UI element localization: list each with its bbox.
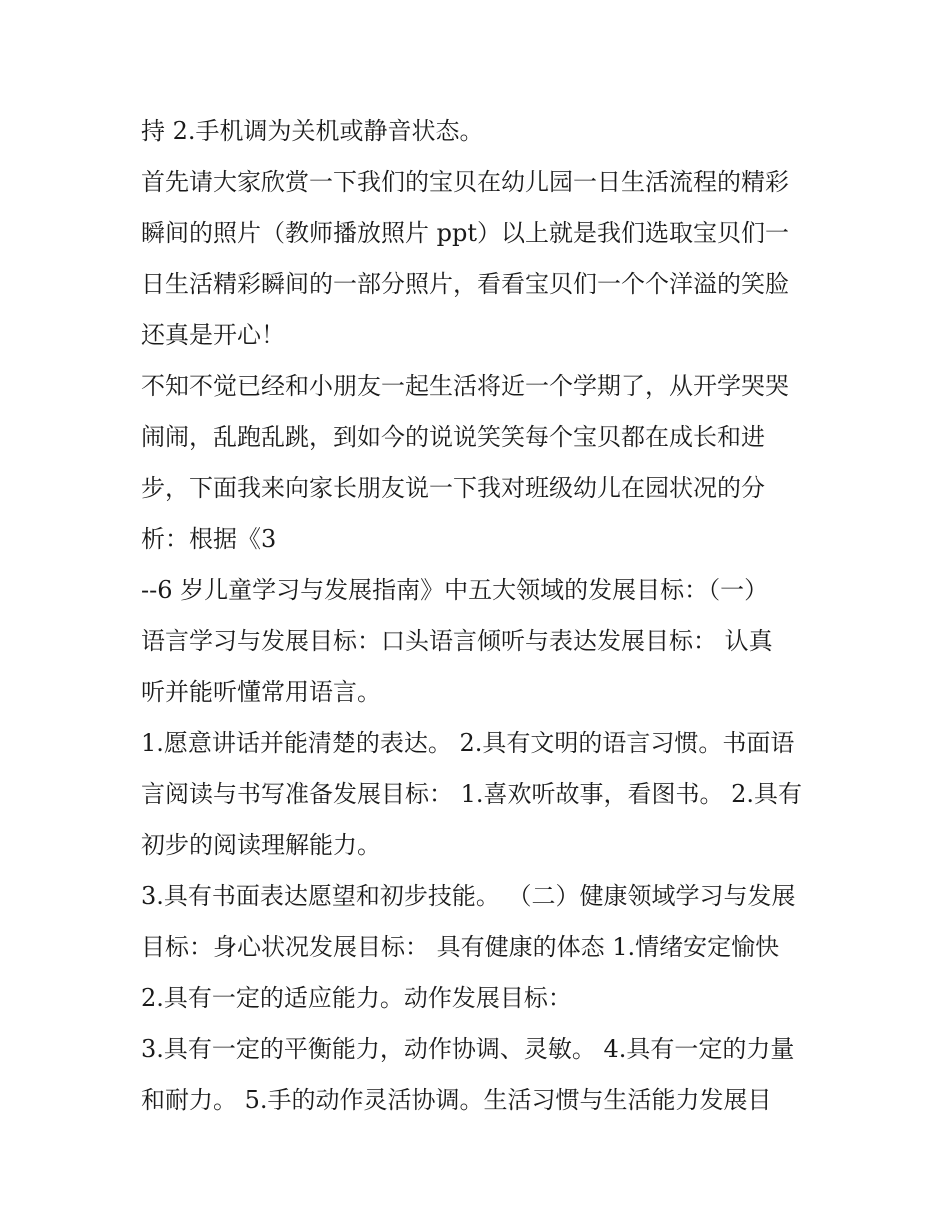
text-line: 言阅读与书写准备发展目标： 1.喜欢听故事，看图书。 2.具有 [141,780,803,808]
document-body [141,106,821,1126]
text-line: --6 岁儿童学习与发展指南》中五大领域的发展目标：（一） [141,576,769,604]
text-line: 语言学习与发展目标：口头语言倾听与表达发展目标： 认真 [141,627,773,655]
text-line: 步，下面我来向家长朋友说一下我对班级幼儿在园状况的分 [141,474,765,502]
text-line: 听并能听懂常用语言。 [141,678,381,706]
text-line: 不知不觉已经和小朋友一起生活将近一个学期了，从开学哭哭 [141,372,789,400]
text-line: 3.具有书面表达愿望和初步技能。 （二）健康领域学习与发展 [141,882,796,910]
text-line: 3.具有一定的平衡能力，动作协调、灵敏。 4.具有一定的力量 [141,1035,795,1063]
text-line: 2.具有一定的适应能力。动作发展目标： [141,984,572,1012]
text-line: 析：根据《3 [141,525,277,553]
text-line: 持 2.手机调为关机或静音状态。 [141,117,484,145]
text-line: 初步的阅读理解能力。 [141,831,381,859]
text-line: 1.愿意讲话并能清楚的表达。 2.具有文明的语言习惯。书面语 [141,729,795,757]
text-line: 瞬间的照片（教师播放照片 ppt）以上就是我们选取宝贝们一 [141,219,789,247]
text-line: 闹闹，乱跑乱跳，到如今的说说笑笑每个宝贝都在成长和进 [141,423,765,451]
text-line: 目标：身心状况发展目标： 具有健康的体态 1.情绪安定愉快 [141,933,780,961]
text-line: 日生活精彩瞬间的一部分照片，看看宝贝们一个个洋溢的笑脸 [141,270,789,298]
text-line: 首先请大家欣赏一下我们的宝贝在幼儿园一日生活流程的精彩 [141,168,789,196]
text-line: 还真是开心！ [141,321,285,349]
text-line: 和耐力。 5.手的动作灵活协调。生活习惯与生活能力发展目 [141,1086,772,1114]
